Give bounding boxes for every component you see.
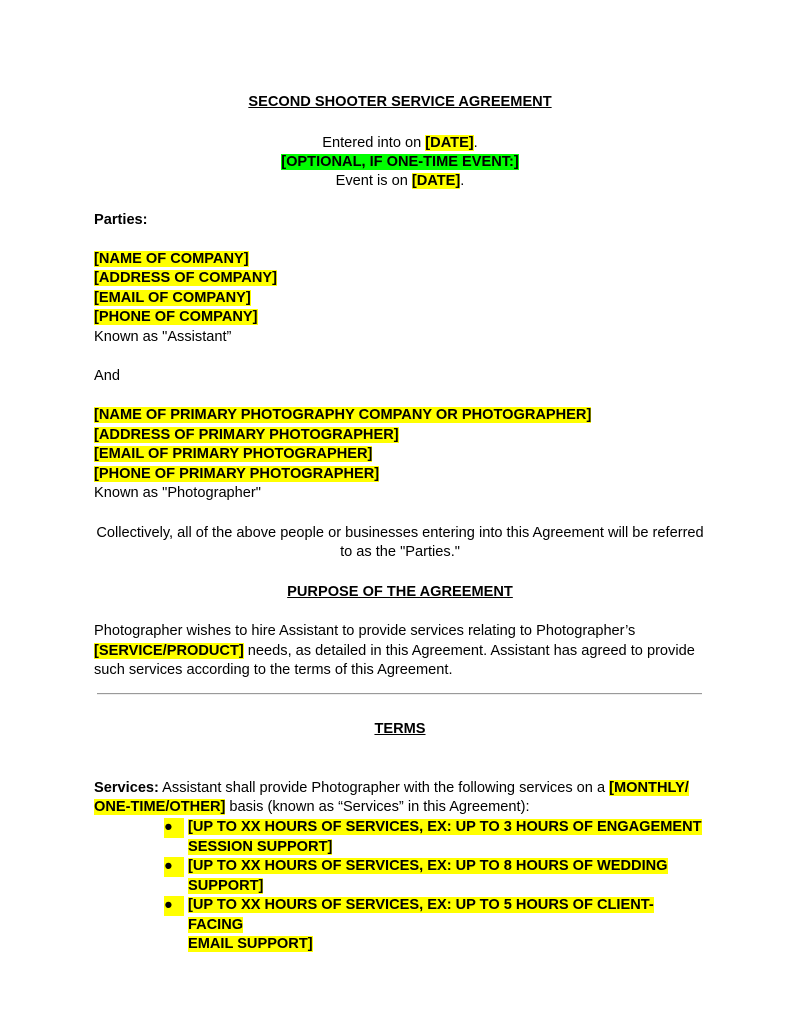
services-text-after: basis (known as “Services” in this Agreement):: [225, 799, 530, 815]
service-item-line-2: SESSION SUPPORT]: [188, 838, 333, 855]
entered-prefix: Entered into on: [322, 135, 426, 151]
service-item-line-2: EMAIL SUPPORT]: [188, 936, 313, 952]
assistant-email-placeholder: [EMAIL OF COMPANY]: [94, 290, 251, 306]
assistant-phone-line: [94, 308, 258, 327]
terms-heading: TERMS: [374, 721, 426, 737]
entered-suffix: .: [473, 135, 478, 151]
service-item-line-1: [UP TO XX HOURS OF SERVICES, EX: UP TO 3 HOURS OF ENGAGEMENT: [188, 819, 702, 835]
purpose-line-2: [94, 642, 695, 661]
assistant-name-placeholder: [NAME OF COMPANY]: [94, 251, 249, 267]
bullet-icon: ●: [164, 857, 184, 877]
parties-heading: Parties:: [94, 212, 148, 228]
services-line-2: [94, 798, 530, 817]
bullet-icon: ●: [164, 896, 184, 916]
service-product-placeholder: [SERVICE/PRODUCT]: [94, 643, 244, 659]
bullet-icon: ●: [164, 818, 184, 838]
event-date-placeholder: [DATE]: [411, 173, 461, 189]
photographer-address-line: [94, 426, 399, 445]
services-text-before: Assistant shall provide Photographer with the following services on a: [158, 780, 610, 796]
frequency-placeholder-part-2: ONE-TIME/OTHER]: [94, 799, 226, 815]
collective-statement-line-2: to as the "Parties.": [340, 544, 460, 560]
purpose-line-2-rest: needs, as detailed in this Agreement. Assistant has agreed to provide: [243, 643, 695, 659]
service-list-item: [164, 896, 704, 955]
assistant-address-placeholder: [ADDRESS OF COMPANY]: [94, 270, 277, 286]
services-label: Services:: [94, 780, 159, 796]
assistant-email-line: [94, 289, 251, 308]
frequency-placeholder-part-1: [MONTHLY/: [609, 780, 689, 796]
horizontal-rule: [97, 693, 702, 695]
photographer-name-line: [94, 406, 591, 425]
event-prefix: Event is on: [335, 173, 412, 189]
entered-date-placeholder: [DATE]: [425, 135, 474, 151]
service-list-item: [164, 818, 704, 857]
photographer-address-placeholder: [ADDRESS OF PRIMARY PHOTOGRAPHER]: [94, 427, 399, 443]
event-suffix: .: [460, 173, 465, 189]
optional-note-placeholder: [OPTIONAL, IF ONE-TIME EVENT:]: [281, 154, 519, 170]
event-date-line: [94, 172, 706, 191]
photographer-name-placeholder: [NAME OF PRIMARY PHOTOGRAPHY COMPANY OR PHOTOGRAPHER]: [94, 407, 592, 423]
service-item-line-1: [UP TO XX HOURS OF SERVICES, EX: UP TO 8 HOURS OF WEDDING: [188, 858, 668, 874]
purpose-heading: PURPOSE OF THE AGREEMENT: [287, 584, 513, 600]
document-title: SECOND SHOOTER SERVICE AGREEMENT: [248, 94, 552, 110]
collective-statement-line-1: Collectively, all of the above people or businesses entering into this Agreement will be referred: [96, 525, 704, 541]
assistant-known-as: Known as "Assistant”: [94, 329, 232, 345]
assistant-address-line: [94, 269, 277, 288]
photographer-email-line: [94, 445, 372, 464]
assistant-phone-placeholder: [PHONE OF COMPANY]: [94, 309, 258, 325]
service-list-item: [164, 857, 704, 896]
purpose-line-3: such services according to the terms of this Agreement.: [94, 662, 453, 678]
service-item-line-1: [UP TO XX HOURS OF SERVICES, EX: UP TO 5 HOURS OF CLIENT-FACING: [188, 897, 654, 933]
service-item-line-2: SUPPORT]: [188, 877, 264, 894]
services-line-1: [94, 779, 689, 798]
photographer-phone-line: [94, 465, 379, 484]
photographer-phone-placeholder: [PHONE OF PRIMARY PHOTOGRAPHER]: [94, 466, 380, 482]
assistant-name-line: [94, 250, 249, 269]
purpose-line-1: Photographer wishes to hire Assistant to provide services relating to Photographer’s: [94, 623, 636, 639]
photographer-email-placeholder: [EMAIL OF PRIMARY PHOTOGRAPHER]: [94, 446, 373, 462]
and-label: And: [94, 368, 120, 384]
optional-note-line: [94, 153, 706, 172]
entered-into-line: [94, 134, 706, 153]
photographer-known-as: Known as "Photographer": [94, 485, 261, 501]
